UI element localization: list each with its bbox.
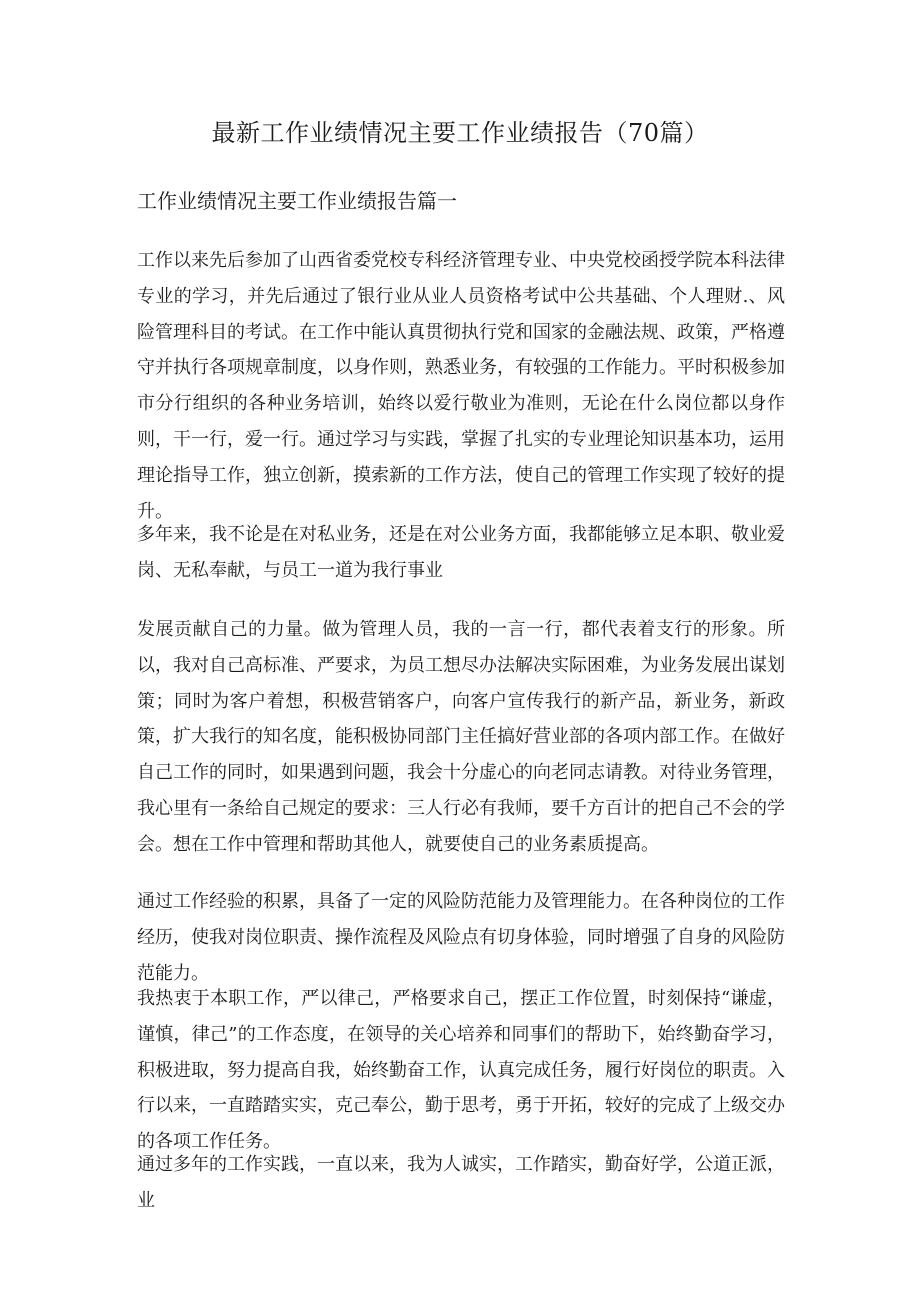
- paragraph-3: 发展贡献自己的力量。做为管理人员，我的一言一行，都代表着支行的形象。所以，我对自己高标准、严要求，为员工想尽办法解决实际困难，为业务发展出谋划策；同时为客户着想，积极营销客户，向客户宣传我行的新产品，新业务，新政策，扩大我行的知名度，能积极协同部门主任搞好营业部的各项内部工作。在做好自己工作的同时，如果遇到问题，我会十分虚心的向老同志请教。对待业务管理，我心里有一条给自己规定的要求：三人行必有我师，要千方百计的把自己不会的学会。想在工作中管理和帮助其他人，就要使自己的业务素质提高。: [137, 619, 785, 855]
- paragraph-5: 我热衷于本职工作，严以律己，严格要求自己，摆正工作位置，时刻保持“谦虚，谨慎，律己”的工作态度，在领导的关心培养和同事们的帮助下，始终勤奋学习，积极进取，努力提高自我，始终勤奋工作，认真完成任务，履行好岗位的职责。入行以来，一直踏踏实实，克己奉公，勤于思考，勇于开拓，较好的完成了上级交办的各项工作任务。: [137, 988, 785, 1153]
- document-title: 最新工作业绩情况主要工作业绩报告（70篇）: [211, 119, 709, 147]
- paragraph-6: 通过多年的工作实践，一直以来，我为人诚实，工作踏实，勤奋好学，公道正派，业: [137, 1154, 785, 1211]
- paragraph-4: 通过工作经验的积累，具备了一定的风险防范能力及管理能力。在各种岗位的工作经历，使我对岗位职责、操作流程及风险点有切身体验，同时增强了自身的风险防范能力。: [137, 891, 785, 984]
- paragraph-2: 多年来，我不论是在对私业务，还是在对公业务方面，我都能够立足本职、敬业爱岗、无私奉献，与员工一道为我行事业: [137, 524, 785, 581]
- section-heading: 工作业绩情况主要工作业绩报告篇一: [137, 189, 457, 213]
- paragraph-1: 工作以来先后参加了山西省委党校专科经济管理专业、中央党校函授学院本科法律专业的学习，并先后通过了银行业从业人员资格考试中公共基础、个人理财.、风险管理科目的考试。在工作中能认真贯彻执行党和国家的金融法规、政策，严格遵守并执行各项规章制度，以身作则，熟悉业务，有较强的工作能力。平时积极参加市分行组织的各种业务培训，始终以爱行敬业为准则，无论在什么岗位都以身作则，干一行，爱一行。通过学习与实践，掌握了扎实的专业理论知识基本功，运用理论指导工作，独立创新，摸索新的工作方法，使自己的管理工作实现了较好的提升。: [137, 250, 785, 522]
